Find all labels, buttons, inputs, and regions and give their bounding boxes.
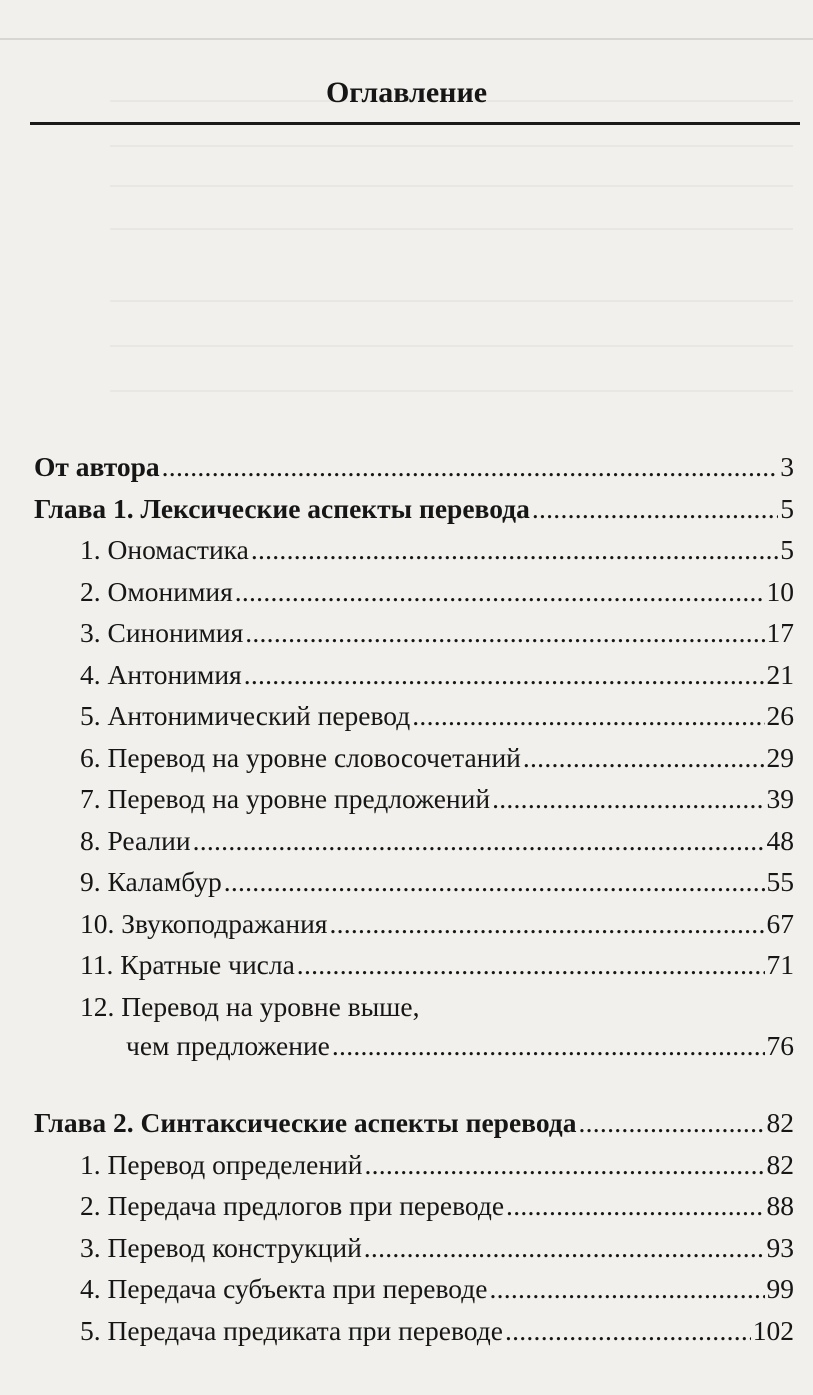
dot-leader [297, 944, 765, 986]
toc-entry-section[interactable] [34, 1310, 794, 1352]
toc-entry-section-continued[interactable] [34, 1027, 794, 1064]
dot-leader [532, 488, 778, 530]
dot-leader [505, 1310, 751, 1352]
toc-entry-label: 4. Антонимия [80, 658, 242, 690]
table-of-contents [34, 446, 794, 1351]
bleed-through-header [0, 0, 813, 40]
toc-entry-label: 5. Антонимический перевод [80, 700, 411, 731]
toc-page-number: 5 [780, 492, 794, 524]
toc-page-number: 5 [780, 534, 794, 565]
dot-leader [193, 820, 765, 862]
toc-entry-label: 5. Передача предиката при переводе [80, 1314, 503, 1346]
toc-page-number: 29 [766, 741, 794, 773]
toc-entry-section[interactable] [34, 571, 794, 613]
toc-page-number: 102 [752, 1314, 794, 1346]
toc-entry-section[interactable] [34, 820, 794, 862]
toc-entry-section[interactable] [34, 1185, 794, 1227]
dot-leader [523, 737, 765, 779]
toc-entry-label: 11. Кратные числа [80, 949, 295, 980]
toc-entry-preface[interactable] [34, 446, 794, 488]
bleed-through-line [110, 228, 793, 230]
toc-entry-label: 10. Звукоподражания [80, 907, 328, 939]
toc-entry-section[interactable] [34, 986, 794, 1028]
toc-page-number: 71 [766, 949, 794, 980]
toc-entry-chapter-1[interactable] [34, 488, 794, 530]
bleed-through-line [110, 145, 793, 147]
toc-page-number: 82 [766, 1148, 794, 1180]
toc-entry-label: 6. Перевод на уровне словосочетаний [80, 741, 521, 773]
toc-page-number: 82 [766, 1107, 794, 1138]
dot-leader [492, 778, 764, 820]
toc-entry-chapter-2[interactable] [34, 1102, 794, 1144]
dot-leader [251, 529, 778, 571]
toc-entry-section[interactable] [34, 1268, 794, 1310]
page-title: Оглавление [325, 76, 488, 109]
bleed-through-line [110, 300, 793, 302]
toc-entry-section[interactable] [34, 944, 794, 986]
toc-page-number: 39 [766, 783, 794, 814]
toc-page-number: 10 [766, 575, 794, 607]
toc-entry-section[interactable] [34, 1144, 794, 1186]
toc-entry-label: 2. Омонимия [80, 575, 233, 607]
toc-entry-label: 4. Передача субъекта при переводе [80, 1273, 488, 1304]
toc-entry-section[interactable] [34, 654, 794, 696]
bleed-through-line [110, 345, 793, 347]
title-divider [30, 122, 800, 125]
toc-page-number: 88 [766, 1190, 794, 1221]
bleed-through-line [110, 390, 793, 392]
dot-leader [506, 1185, 764, 1227]
toc-entry-label: 3. Перевод конструкций [80, 1231, 362, 1263]
toc-page-number: 21 [766, 658, 794, 690]
dot-leader [244, 654, 765, 696]
dot-leader [578, 1102, 764, 1144]
toc-entry-section[interactable] [34, 903, 794, 945]
toc-entry-section[interactable] [34, 695, 794, 737]
dot-leader [235, 571, 765, 613]
toc-entry-label: 1. Ономастика [80, 534, 249, 565]
toc-entry-label: 8. Реалии [80, 824, 191, 856]
toc-page-number: 48 [766, 824, 794, 856]
toc-page-number: 67 [766, 907, 794, 939]
dot-leader [489, 1268, 764, 1310]
toc-entry-label: Глава 1. Лексические аспекты перевода [34, 492, 530, 524]
toc-entry-label: 12. Перевод на уровне выше, [80, 990, 420, 1022]
toc-entry-section[interactable] [34, 612, 794, 654]
toc-entry-label: 9. Каламбур [80, 866, 222, 897]
dot-leader [364, 1227, 765, 1269]
toc-entry-section[interactable] [34, 1227, 794, 1269]
toc-entry-label: От автора [34, 451, 160, 482]
toc-page-number: 76 [766, 1030, 794, 1061]
dot-leader [332, 1027, 765, 1064]
toc-page-number: 55 [766, 866, 794, 897]
toc-entry-label: Глава 2. Синтаксические аспекты перевода [34, 1107, 577, 1138]
toc-entry-label: 1. Перевод определений [80, 1148, 363, 1180]
toc-entry-section[interactable] [34, 778, 794, 820]
spacer [34, 1064, 794, 1102]
toc-entry-label: 7. Перевод на уровне предложений [80, 783, 491, 814]
dot-leader [364, 1144, 764, 1186]
toc-page-number: 3 [780, 451, 794, 482]
toc-entry-section[interactable] [34, 861, 794, 903]
toc-entry-section[interactable] [34, 529, 794, 571]
toc-entry-section[interactable] [34, 737, 794, 779]
dot-leader [329, 903, 764, 945]
toc-entry-label-continued: чем предложение [126, 1030, 330, 1061]
bleed-through-line [110, 185, 793, 187]
dot-leader [245, 612, 764, 654]
dot-leader [224, 861, 765, 903]
toc-entry-label: 3. Синонимия [80, 617, 244, 648]
dot-leader [162, 446, 779, 488]
dot-leader [412, 695, 764, 737]
toc-page-number: 17 [766, 617, 794, 648]
toc-page-number: 26 [766, 700, 794, 731]
toc-entry-label: 2. Передача предлогов при переводе [80, 1190, 505, 1221]
toc-page-number: 93 [766, 1231, 794, 1263]
toc-page-number: 99 [766, 1273, 794, 1304]
